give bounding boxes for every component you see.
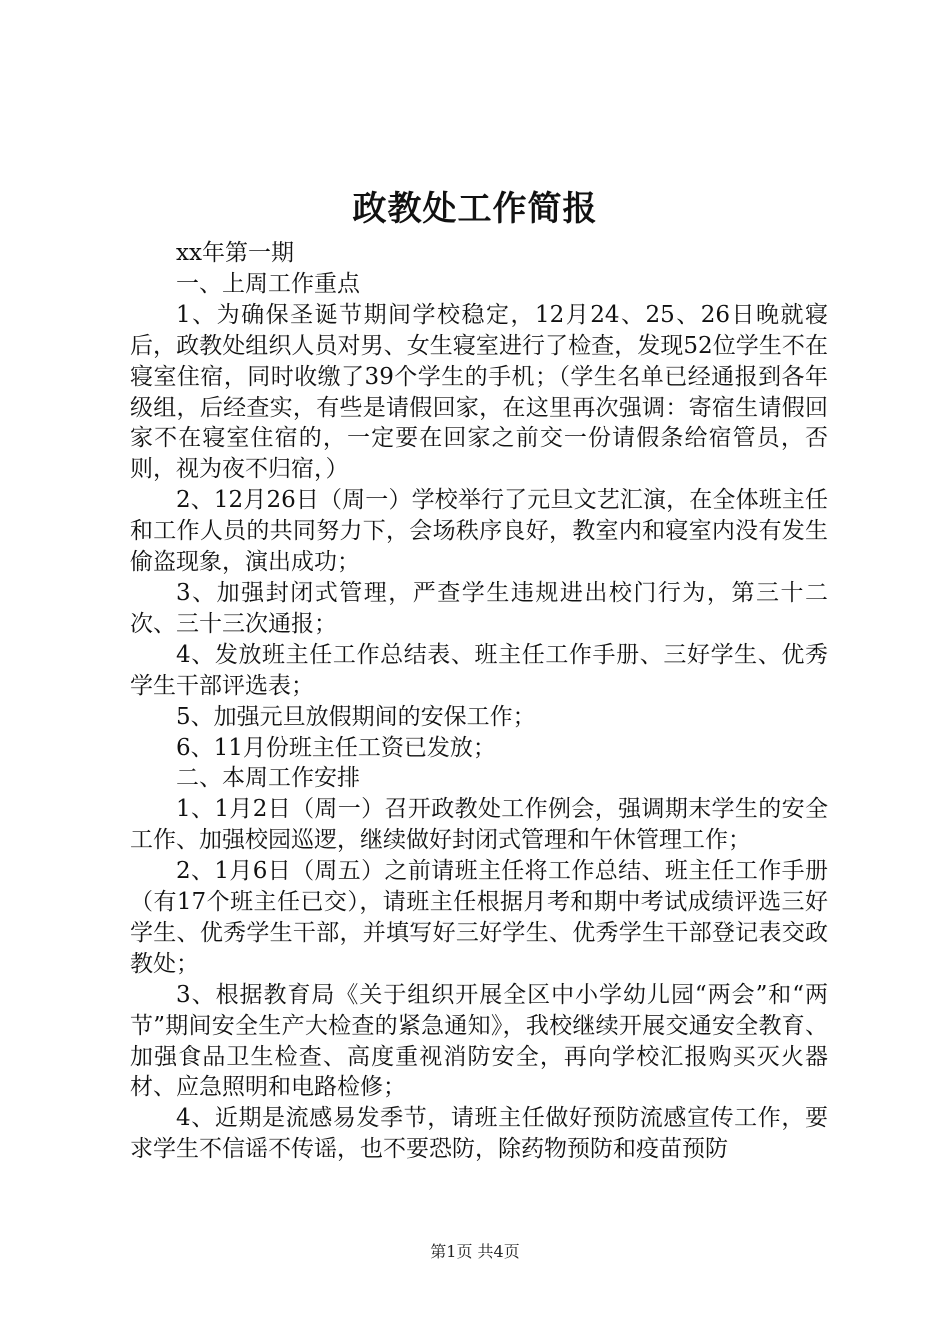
paragraph-item: 4、近期是流感易发季节，请班主任做好预防流感宣传工作，要求学生不信谣不传谣，也不要恐防，除药物预防和疫苗预防: [130, 1105, 828, 1163]
paragraph-item: 2、1月6日（周五）之前请班主任将工作总结、班主任工作手册（有17个班主任已交），请班主任根据月考和期中考试成绩评选三好学生、优秀学生干部，并填写好三好学生、优秀学生干部登记表交政教处；: [130, 858, 828, 977]
paragraph-item: 3、加强封闭式管理，严查学生违规进出校门行为，第三十二次、三十三次通报；: [130, 579, 828, 637]
paragraph-item: 5、加强元旦放假期间的安保工作；: [176, 703, 536, 730]
paragraph-item: 2、12月26日（周一）学校举行了元旦文艺汇演，在全体班主任和工作人员的共同努力下，会场秩序良好，教室内和寝室内没有发生偷盗现象，演出成功；: [130, 487, 828, 576]
document-body: [130, 238, 828, 1165]
paragraph-item: 1、为确保圣诞节期间学校稳定，12月24、25、26日晚就寝后，政教处组织人员对男、女生寝室进行了检查，发现52位学生不在寝室住宿，同时收缴了39个学生的手机；（学生名单已经通报到各年级组，后经查实，有些是请假回家，在这里再次强调：寄宿生请假回家不在寝室住宿的，一定要在回家之前交一份请假条给宿管员，否则，视为夜不归宿，）: [130, 301, 828, 483]
page-number-footer: 第1页 共4页: [430, 1242, 520, 1261]
section-heading-this-week: 二、本周工作安排: [176, 765, 360, 792]
paragraph-item: 4、发放班主任工作总结表、班主任工作手册、三好学生、优秀学生干部评选表；: [130, 641, 828, 699]
issue-number: xx年第一期: [176, 240, 294, 266]
document-title: 政教处工作简报: [352, 189, 598, 229]
paragraph-item: 3、根据教育局《关于组织开展全区中小学幼儿园“两会”和“两节”期间安全生产大检查的紧急通知》，我校继续开展交通安全教育、加强食品卫生检查、高度重视消防安全，再向学校汇报购买灭火器材、应急照明和电路检修；: [130, 981, 828, 1101]
paragraph-item: 1、1月2日（周一）召开政教处工作例会，强调期末学生的安全工作、加强校园巡逻，继续做好封闭式管理和午休管理工作；: [130, 796, 828, 854]
section-heading-last-week: 一、上周工作重点: [176, 270, 360, 297]
paragraph-item: 6、11月份班主任工资已发放；: [176, 734, 496, 761]
